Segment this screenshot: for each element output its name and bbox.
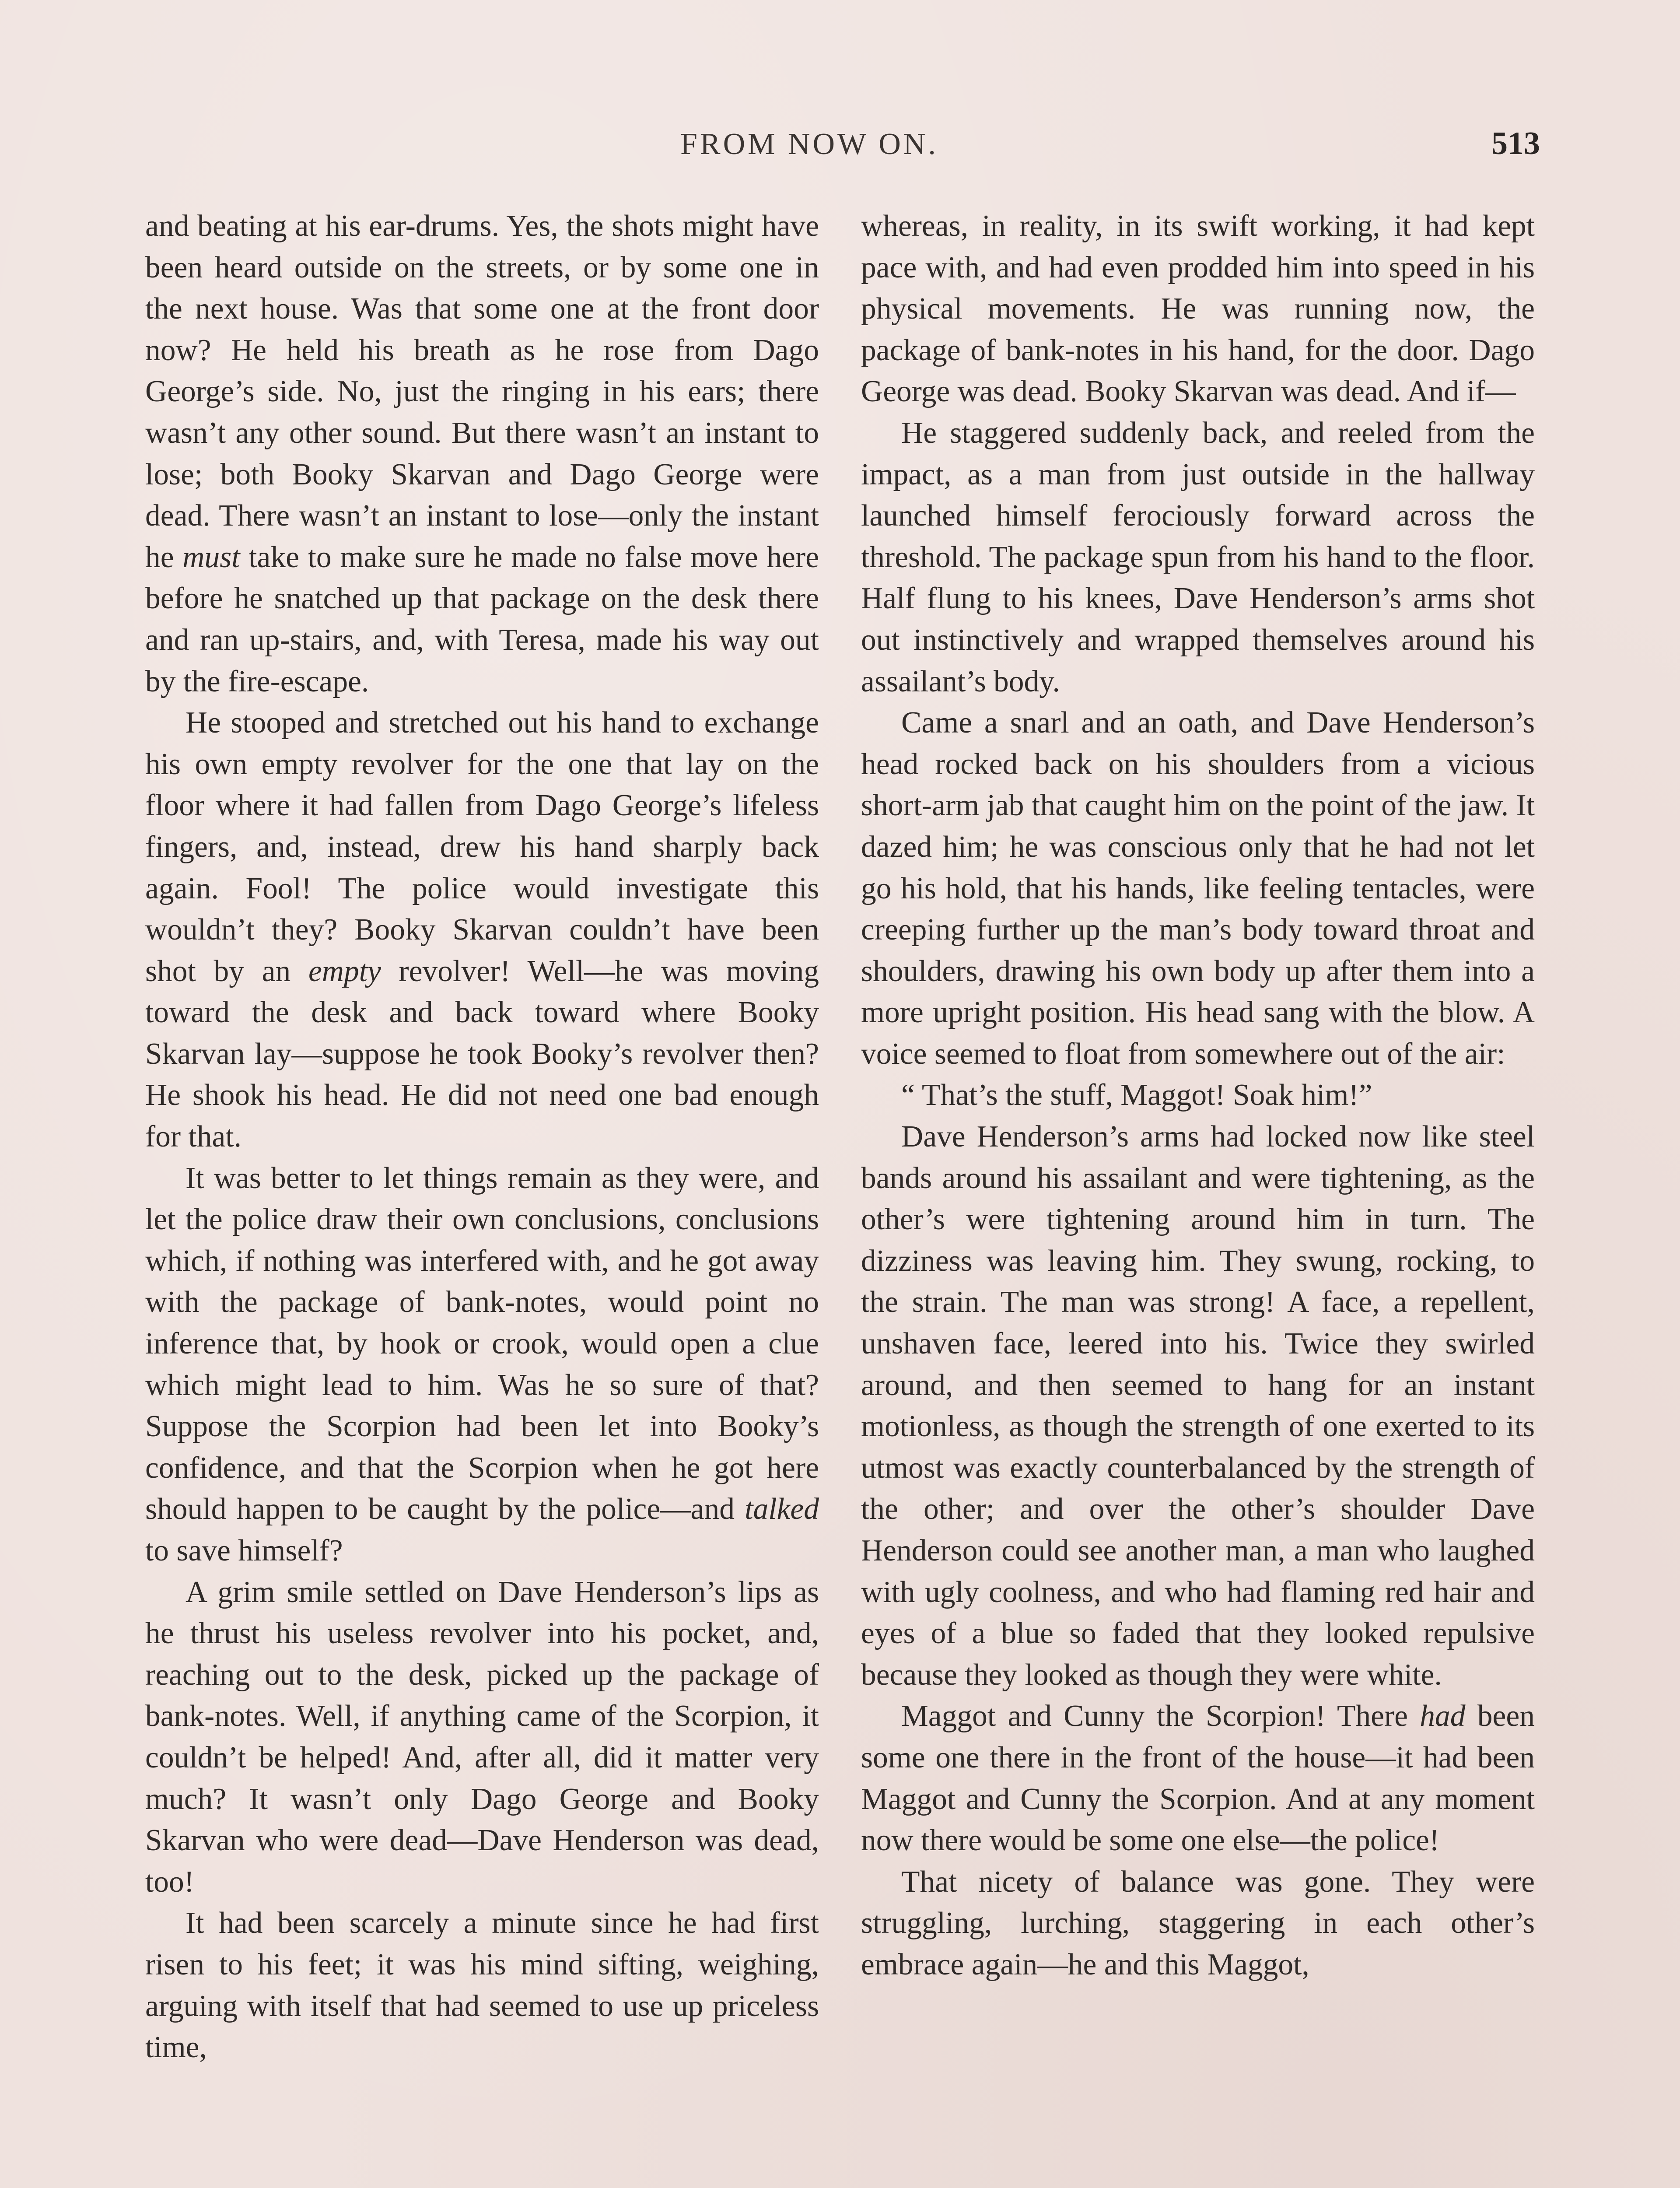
paragraph: He staggered suddenly back, and reeled from the impact, as a man from just outside in the hallway launched himself ferociously forward across the threshold. The package spun from his hand to the floor. Half flung to his knees, Dave Henderson’s arms shot out instinctively and wrapped themselves around his assailant’s body. <box>861 416 1535 698</box>
paragraph: whereas, in reality, in its swift working, it had kept pace with, and had even prodded him into speed in his physical movements. He was running now, the package of bank-notes in his hand, for the door. Dago George was dead. Booky Skarvan was dead. And if— <box>861 209 1535 409</box>
emphasis: empty <box>308 954 381 988</box>
right-column <box>861 206 1535 1986</box>
emphasis: talked <box>745 1492 819 1526</box>
paragraph: Maggot and Cunny the Scorpion! There had been some one there in the front of the house—it had been Maggot and Cunny the Scorpion. And at any moment now there would be some one else—the police! <box>861 1699 1535 1858</box>
running-title: FROM NOW ON. <box>680 127 938 161</box>
page-number: 513 <box>1491 126 1540 161</box>
left-column <box>145 206 819 2069</box>
paragraph: It was better to let things remain as they were, and let the police draw their own conclusions, conclusions which, if nothing was interfered with, and he got away with the package of bank-notes, would point no inference that, by hook or crook, would open a clue which might lead to him. Was he so sure of that? Suppose the Scorpion had been let into Booky’s confidence, and that the Scorpion when he got here should happen to be caught by the police—and talked to save himself? <box>145 1161 819 1567</box>
paragraph: Came a snarl and an oath, and Dave Henderson’s head rocked back on his shoulders from a vicious short-arm jab that caught him on the point of the jaw. It dazed him; he was conscious only that he had not let go his hold, that his hands, like feeling tentacles, were creeping further up the man’s body toward throat and shoulders, drawing his own body up after them into a more upright position. His head sang with the blow. A voice seemed to float from somewhere out of the air: <box>861 706 1535 1071</box>
paragraph: That nicety of balance was gone. They were struggling, lurching, staggering in each other’s embrace again—he and this Maggot, <box>861 1865 1535 1981</box>
paragraph: Dave Henderson’s arms had locked now like steel bands around his assailant and were tightening, as the other’s were tightening around him in turn. The dizziness was leaving him. They swung, rocking, to the strain. The man was strong! A face, a repellent, unshaven face, leered into his. Twice they swirled around, and then seemed to hang for an instant motionless, as though the strength of one exerted to its utmost was exactly counterbalanced by the strength of the other; and over the other’s shoulder Dave Henderson could see another man, a man who laughed with ugly coolness, and who had flaming red hair and eyes of a blue so faded that they looked repulsive because they looked as though they were white. <box>861 1120 1535 1692</box>
paragraph: He stooped and stretched out his hand to exchange his own empty revolver for the one that lay on the floor where it had fallen from Dago George’s lifeless fingers, and, instead, drew his hand sharply back again. Fool! The police would investigate this wouldn’t they? Booky Skarvan couldn’t have been shot by an empty revolver! Well—he was moving toward the desk and back toward where Booky Skarvan lay—suppose he took Booky’s revolver then? He shook his head. He did not need one bad enough for that. <box>145 706 819 1154</box>
dialogue-line: “ That’s the stuff, Maggot! Soak him!” <box>901 1078 1372 1112</box>
paragraph: A grim smile settled on Dave Henderson’s lips as he thrust his useless revolver into his pocket, and, reaching out to the desk, picked up the package of bank-notes. Well, if anything came of the Scorpion, it couldn’t be helped! And, after all, did it matter very much? It wasn’t only Dago George and Booky Skarvan who were dead—Dave Henderson was dead, too! <box>145 1575 819 1899</box>
emphasis: must <box>182 540 240 574</box>
paragraph: and beating at his ear-drums. Yes, the shots might have been heard outside on the streets, or by some one in the next house. Was that some one at the front door now? He held his breath as he rose from Dago George’s side. No, just the ringing in his ears; there wasn’t any other sound. But there wasn’t an instant to lose; both Booky Skarvan and Dago George were dead. There wasn’t an instant to lose—only the instant he must take to make sure he made no false move here before he snatched up that package on the desk there and ran up-stairs, and, with Teresa, made his way out by the fire-escape. <box>145 209 819 698</box>
paragraph: It had been scarcely a minute since he had first risen to his feet; it was his mind sifting, weighing, arguing with itself that had seemed to use up priceless time, <box>145 1906 819 2065</box>
emphasis: had <box>1420 1699 1466 1733</box>
